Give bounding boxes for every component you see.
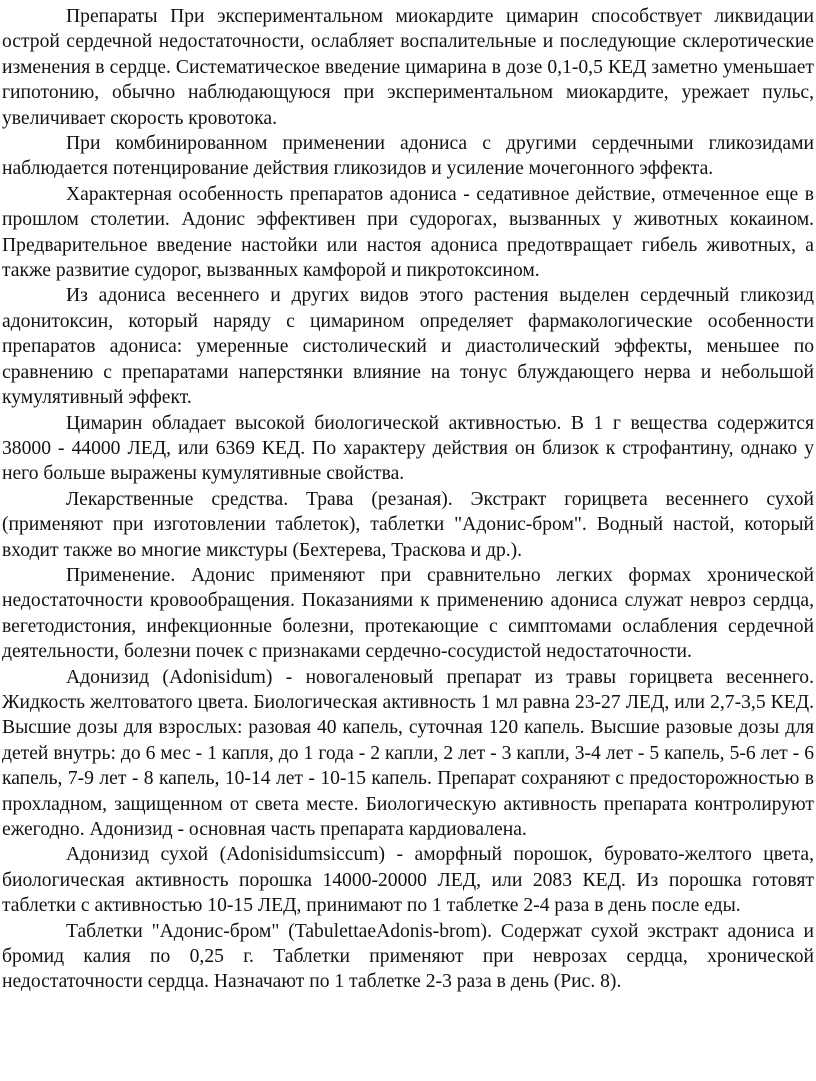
- paragraph-adonisidum-siccum: Адонизид сухой (Adonisidumsiccum) - аморфный порошок, буровато-желтого цвета, биологическая активность порошка 14000-20000 ЛЕД, или 2083 КЕД. Из порошка готовят таблетки с активностью 10-15 ЛЕД, принимают по 1 таблетке 2-4 раза в день после еды.: [2, 844, 814, 917]
- paragraph-adonitoxin: Из адониса весеннего и других видов этого растения выделен сердечный гликозид адонитоксин, который наряду с цимарином определяет фармакологические особенности препаратов адониса: умеренные систолический и диастолический эффекты, меньшее по сравнению с препаратами наперстянки влияние на тонус блуждающего нерва и небольшой кумулятивный эффект.: [2, 285, 814, 409]
- paragraph-adonis-brom-tablets: Таблетки "Адонис-бром" (TabulettaeAdonis-brom). Содержат сухой экстракт адониса и бромид калия по 0,25 г. Таблетки применяют при неврозах сердца, хронической недостаточности сердца. Назначают по 1 таблетке 2-3 раза в день (Рис. 8).: [2, 920, 814, 993]
- paragraph-sedative-effect: Характерная особенность препаратов адониса - седативное действие, отмеченное еще в прошлом столетии. Адонис эффективен при судорогах, вызванных у животных кокаином. Предварительное введение настойки или настоя адониса предотвращает гибель животных, а также развитие судорог, вызванных камфорой и пикротоксином.: [2, 183, 814, 282]
- paragraph-combined-glycosides: При комбинированном применении адониса с другими сердечными гликозидами наблюдается потенцирование действия гликозидов и усиление мочегонного эффекта.: [2, 133, 814, 180]
- paragraph-medicinal-forms: Лекарственные средства. Трава (резаная). Экстракт горицвета весеннего сухой (применяют при изготовлении таблеток), таблетки "Адонис-бром". Водный настой, который входит также во многие микстуры (Бехтерева, Траскова и др.).: [2, 488, 814, 561]
- paragraph-adonisidum: Адонизид (Adonisidum) - новогаленовый препарат из травы горицвета весеннего. Жидкость желтоватого цвета. Биологическая активность 1 мл равна 23-27 ЛЕД, или 2,7-3,5 КЕД. Высшие дозы для взрослых: разовая 40 капель, суточная 120 капель. Высшие разовые дозы для детей внутрь: до 6 мес - 1 капля, до 1 года - 2 капли, 2 лет - 3 капли, 3-4 лет - 5 капель, 5-6 лет - 6 капель, 7-9 лет - 8 капель, 10-14 лет - 10-15 капель. Препарат сохраняют с предосторожностью в прохладном, защищенном от света месте. Биологическую активность препарата контролируют ежегодно. Адонизид - основная часть препарата кардиовалена.: [2, 666, 814, 840]
- paragraph-cymarin-myocarditis: Препараты При экспериментальном миокардите цимарин способствует ликвидации острой сердечной недостаточности, ослабляет воспалительные и последующие склеротические изменения в сердце. Систематическое введение цимарина в дозе 0,1-0,5 КЕД заметно уменьшает гипотонию, обычно наблюдающуюся при экспериментальном миокардите, урежает пульс, увеличивает скорость кровотока.: [2, 6, 814, 129]
- paragraph-cymarin-activity: Цимарин обладает высокой биологической активностью. В 1 г вещества содержится 38000 - 44000 ЛЕД, или 6369 КЕД. По характеру действия он близок к строфантину, однако у него больше выражены кумулятивные свойства.: [2, 412, 814, 485]
- paragraph-application: Применение. Адонис применяют при сравнительно легких формах хронической недостаточности кровообращения. Показаниями к применению адониса служат невроз сердца, вегетодистония, инфекционные болезни, протекающие с симптомами ослабления сердечной деятельности, болезни почек с признаками сердечно-сосудистой недостаточности.: [2, 564, 814, 663]
